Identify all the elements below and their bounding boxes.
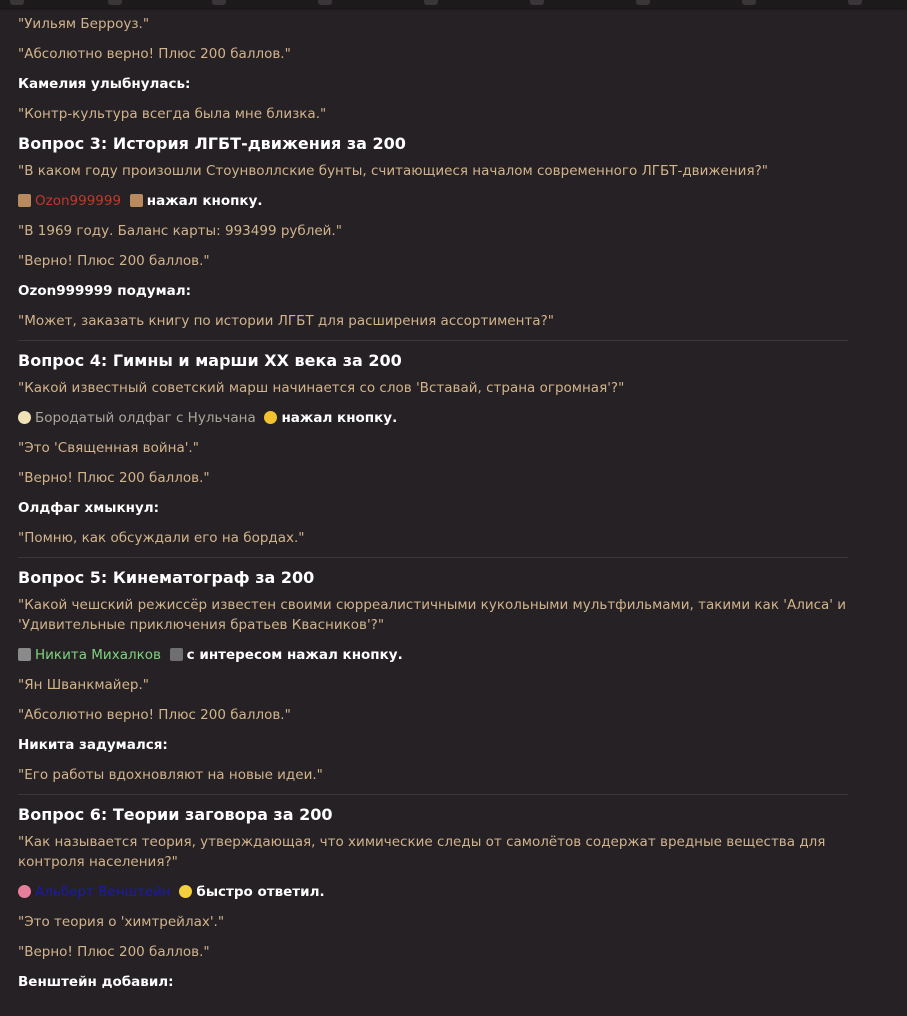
answer-text: "Ян Шванкмайер."	[18, 677, 149, 693]
question-section-6	[18, 805, 848, 992]
menu-icon[interactable]	[10, 0, 24, 5]
message-line: "Контр-культура всегда была мне близка."	[18, 106, 327, 122]
thought-label: Олдфаг хмыкнул:	[18, 500, 160, 516]
player-action	[18, 882, 848, 902]
action-text: быстро ответил.	[196, 884, 325, 900]
question-title: Вопрос 6: Теории заговора за 200	[18, 805, 333, 824]
thought-text: "Его работы вдохновляют на новые идеи."	[18, 767, 323, 783]
question-text: "Какой чешский режиссёр известен своими сюрреалистичными кукольными мультфильмами, такими как 'Алиса' и 'Удивительные приключения братьев Квасников'?"	[18, 597, 847, 633]
player-nick[interactable]: Альберт Венштейн	[35, 884, 171, 900]
brain-icon	[18, 885, 31, 898]
message-line: "Уильям Берроуз."	[18, 16, 150, 32]
box-icon[interactable]	[848, 0, 862, 5]
thought-label: Никита задумался:	[18, 737, 168, 753]
box-icon	[130, 194, 143, 207]
clapperboard-icon	[18, 648, 31, 661]
question-section-5	[18, 568, 848, 785]
question-title: Вопрос 4: Гимны и марши XX века за 200	[18, 351, 402, 370]
question-text: "В каком году произошли Стоунволлские бунты, считающиеся началом современного ЛГБТ-движения?"	[18, 163, 768, 179]
chat-log	[18, 14, 848, 1002]
book-icon[interactable]	[530, 0, 544, 5]
speaker-line: Камелия улыбнулась:	[18, 76, 191, 92]
action-text: с интересом нажал кнопку.	[186, 647, 403, 663]
divider	[18, 340, 848, 341]
player-nick[interactable]: Никита Михалков	[35, 647, 161, 663]
action-text: нажал кнопку.	[281, 410, 398, 426]
egg-icon	[18, 411, 31, 424]
map-icon[interactable]	[636, 0, 650, 5]
question-section-4	[18, 351, 848, 548]
verdict-text: "Абсолютно верно! Плюс 200 баллов."	[18, 707, 291, 723]
divider	[18, 557, 848, 558]
player-action	[18, 408, 848, 428]
thought-text: "Может, заказать книгу по истории ЛГБТ для расширения ассортимента?"	[18, 313, 554, 329]
question-section-3	[18, 134, 848, 331]
question-title: Вопрос 5: Кинематограф за 200	[18, 568, 315, 587]
document-icon[interactable]	[318, 0, 332, 5]
users-icon[interactable]	[212, 0, 226, 5]
image-icon[interactable]	[424, 0, 438, 5]
question-text: "Какой известный советский марш начинается со слов 'Вставай, страна огромная'?"	[18, 380, 625, 396]
answer-text: "В 1969 году. Баланс карты: 993499 рублей."	[18, 223, 342, 239]
thought-label: Ozon999999 подумал:	[18, 283, 192, 299]
answer-text: "Это 'Священная война'."	[18, 440, 199, 456]
action-text: нажал кнопку.	[146, 193, 263, 209]
player-action	[18, 645, 848, 665]
player-action	[18, 191, 848, 211]
thought-text: "Помню, как обсуждали его на бордах."	[18, 530, 305, 546]
question-title: Вопрос 3: История ЛГБТ-движения за 200	[18, 134, 406, 153]
film-camera-icon	[170, 648, 183, 661]
pin-icon[interactable]	[108, 0, 122, 5]
question-text: "Как называется теория, утверждающая, что химические следы от самолётов содержат вредные вещества для контроля населения?"	[18, 834, 826, 870]
verdict-text: "Верно! Плюс 200 баллов."	[18, 253, 210, 269]
top-toolbar	[0, 0, 907, 8]
verdict-text: "Верно! Плюс 200 баллов."	[18, 944, 210, 960]
smirk-emoji-icon	[264, 411, 277, 424]
player-nick[interactable]: Бородатый олдфаг с Нульчана	[35, 410, 256, 426]
player-nick[interactable]: Ozon999999	[35, 193, 122, 209]
verdict-text: "Верно! Плюс 200 баллов."	[18, 470, 210, 486]
message-line: "Абсолютно верно! Плюс 200 баллов."	[18, 46, 291, 62]
lightbulb-icon	[179, 885, 192, 898]
box-icon	[18, 194, 31, 207]
circle-icon[interactable]	[742, 0, 756, 5]
answer-text: "Это теория о 'химтрейлах'."	[18, 914, 225, 930]
thought-label: Венштейн добавил:	[18, 974, 174, 990]
divider	[18, 794, 848, 795]
